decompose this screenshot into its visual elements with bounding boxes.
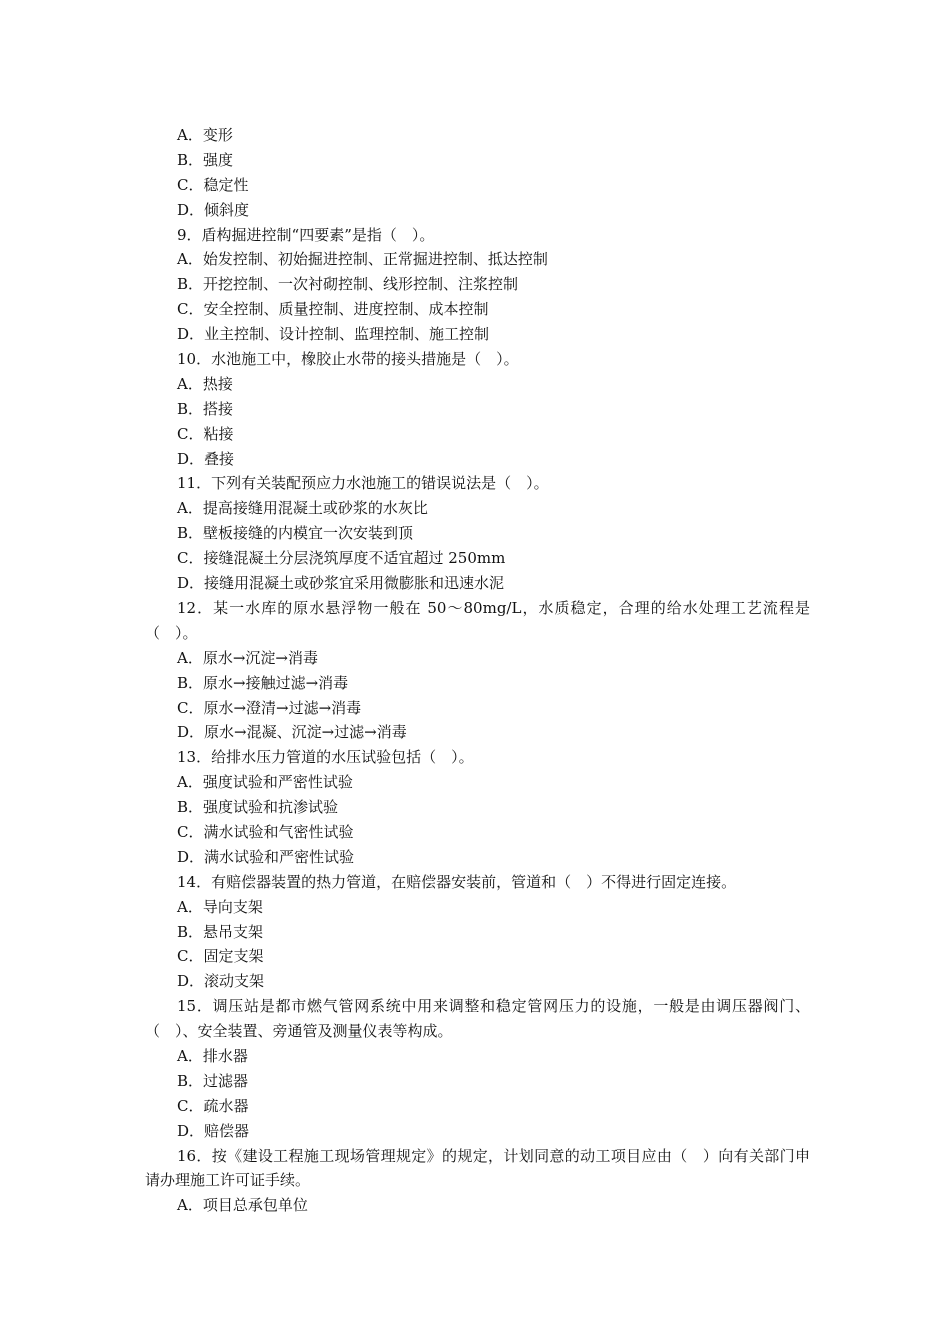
question-list [145, 123, 810, 1218]
option-q8-b: B．强度 [177, 150, 234, 169]
option-q15-b: B．过滤器 [177, 1071, 249, 1090]
option-q10-b: B．搭接 [177, 399, 234, 418]
option-q16-a: A．项目总承包单位 [177, 1196, 308, 1215]
option-q9-a: A．始发控制、初始掘进控制、正常掘进控制、抵达控制 [177, 250, 548, 269]
question-9-stem: 9．盾构掘进控制“四要素”是指（ ）。 [177, 225, 435, 244]
option-q13-c: C．满水试验和气密性试验 [177, 822, 354, 841]
option-q9-c: C．安全控制、质量控制、进度控制、成本控制 [177, 300, 489, 319]
option-q12-d: D．原水→混凝、沉淀→过滤→消毒 [177, 723, 407, 742]
option-q13-b: B．强度试验和抗渗试验 [177, 798, 339, 817]
option-q14-d: D．滚动支架 [177, 972, 265, 991]
option-q9-b: B．开挖控制、一次衬砌控制、线形控制、注浆控制 [177, 275, 519, 294]
option-q11-a: A．提高接缝用混凝土或砂浆的水灰比 [177, 499, 428, 518]
option-q10-c: C．粘接 [177, 424, 234, 443]
option-q15-d: D．赔偿器 [177, 1121, 250, 1140]
option-q13-a: A．强度试验和严密性试验 [177, 773, 353, 792]
question-12-stem: 12．某一水库的原水悬浮物一般在 50～80mg/L，水质稳定，合理的给水处理工艺流程是（ ）。 [145, 598, 810, 642]
option-q12-b: B．原水→接触过滤→消毒 [177, 673, 349, 692]
option-q11-d: D．接缝用混凝土或砂浆宜采用微膨胀和迅速水泥 [177, 574, 505, 593]
question-16-stem: 16．按《建设工程施工现场管理规定》的规定，计划同意的动工项目应由（ ）向有关部门申请办理施工许可证手续。 [145, 1146, 810, 1190]
option-q12-c: C．原水→澄清→过滤→消毒 [177, 698, 362, 717]
option-q14-c: C．固定支架 [177, 947, 264, 966]
option-q11-c: C．接缝混凝土分层浇筑厚度不适宜超过 250mm [177, 549, 506, 568]
option-q8-d: D．倾斜度 [177, 200, 250, 219]
option-q14-a: A．导向支架 [177, 897, 263, 916]
option-q12-a: A．原水→沉淀→消毒 [177, 648, 318, 667]
option-q15-c: C．疏水器 [177, 1096, 249, 1115]
question-15-stem: 15．调压站是都市燃气管网系统中用来调整和稳定管网压力的设施，一般是由调压器阀门、（ ）、安全装置、旁通管及测量仪表等构成。 [145, 997, 810, 1041]
option-q8-a: A．变形 [177, 126, 233, 144]
question-10-stem: 10．水池施工中，橡胶止水带的接头措施是（ ）。 [177, 350, 519, 369]
option-q9-d: D．业主控制、设计控制、监理控制、施工控制 [177, 325, 490, 344]
option-q10-d: D．叠接 [177, 449, 235, 468]
option-q14-b: B．悬吊支架 [177, 922, 264, 941]
option-q10-a: A．热接 [177, 374, 233, 393]
option-q15-a: A．排水器 [177, 1047, 248, 1066]
question-13-stem: 13．给排水压力管道的水压试验包括（ ）。 [177, 748, 474, 767]
question-14-stem: 14．有赔偿器装置的热力管道，在赔偿器安装前，管道和（ ）不得进行固定连接。 [177, 872, 737, 891]
option-q11-b: B．壁板接缝的内模宜一次安装到顶 [177, 524, 414, 543]
option-q8-c: C．稳定性 [177, 175, 249, 194]
option-q13-d: D．满水试验和严密性试验 [177, 847, 355, 866]
question-11-stem: 11．下列有关装配预应力水池施工的错误说法是（ ）。 [177, 474, 549, 493]
